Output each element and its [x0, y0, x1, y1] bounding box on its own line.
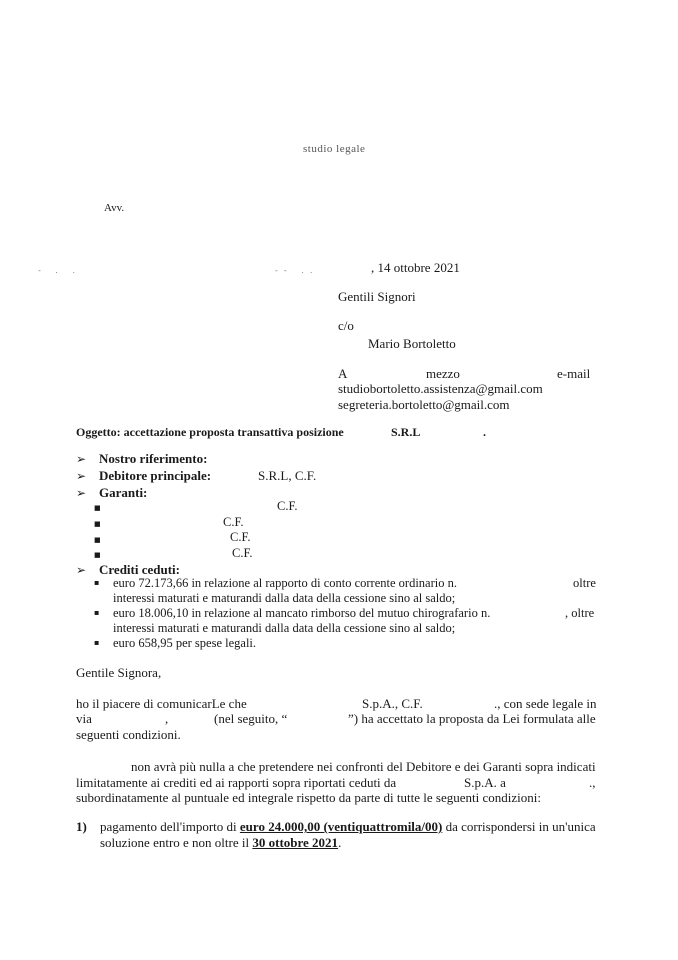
- para1-text: ”) ha accettato la proposta da Lei formulata alle: [348, 711, 596, 726]
- nostro-riferimento-label: Nostro riferimento:: [99, 451, 208, 466]
- subject-company: S.R.L: [391, 425, 421, 439]
- para1-text: ho il piacere di comunicarLe che: [76, 696, 247, 711]
- crediti-label: Crediti ceduti:: [99, 562, 180, 577]
- credito-line: euro 18.006,10 in relazione al mancato rimborso del mutuo chirografario n.: [113, 606, 491, 620]
- recipient-co: c/o: [338, 318, 354, 333]
- para2-text: subordinatamente al puntuale ed integrale rispetto da parte di tutte le seguenti condizioni:: [76, 790, 541, 805]
- garanti-label: Garanti:: [99, 485, 148, 500]
- arrow-bullet-icon: ➢: [76, 563, 87, 577]
- garante-cf: C.F.: [230, 530, 251, 544]
- condition-text-line2: [100, 835, 341, 851]
- lawyer-name: Avv.: [104, 202, 125, 214]
- credito-line: euro 658,95 per spese legali.: [113, 636, 257, 650]
- delivery-email-label: e-mail: [557, 366, 591, 381]
- square-bullet-icon: ■: [94, 520, 101, 528]
- scan-marks-mid: -- ..: [275, 266, 319, 275]
- subject-dot: .: [483, 425, 486, 439]
- para1-text: S.p.A., C.F.: [362, 696, 423, 711]
- square-bullet-icon: ■: [94, 504, 101, 512]
- square-bullet-icon: ■: [94, 551, 101, 559]
- para2-text: non avrà più nulla a che pretendere nei confronti del Debitore e dei Garanti sopra indicati: [131, 759, 596, 774]
- delivery-mezzo: mezzo: [426, 366, 460, 381]
- credito-line-end: , oltre: [565, 606, 595, 620]
- credito-line-end: oltre: [573, 576, 596, 590]
- credito-line: euro 72.173,66 in relazione al rapporto di conto corrente ordinario n.: [113, 576, 457, 590]
- condition-amount: euro 24.000,00 (ventiquattromila/00): [239, 819, 443, 834]
- scan-marks-left: - . .: [38, 266, 82, 275]
- delivery-a: A: [338, 366, 348, 381]
- para2-text: S.p.A. a: [464, 775, 506, 790]
- bullet-icon: ▪: [94, 608, 100, 617]
- condition-deadline: 30 ottobre 2021: [252, 835, 339, 850]
- para1-text: (nel seguito, “: [214, 711, 288, 726]
- credito-line: interessi maturati e maturandi dalla data della cessione sino al saldo;: [113, 621, 456, 635]
- bullet-icon: ▪: [94, 578, 100, 587]
- para1-text: ., con sede legale in: [494, 696, 597, 711]
- credito-line: interessi maturati e maturandi dalla data della cessione sino al saldo;: [113, 591, 456, 605]
- recipient-name: Mario Bortoletto: [368, 336, 456, 351]
- subject-line: Oggetto: accettazione proposta transattiva posizione: [76, 425, 344, 439]
- letter-date: , 14 ottobre 2021: [371, 260, 460, 275]
- arrow-bullet-icon: ➢: [76, 452, 87, 466]
- garante-cf: C.F.: [223, 515, 244, 529]
- condition-number: 1): [76, 819, 87, 834]
- firm-header: studio legale: [303, 143, 366, 155]
- garante-cf: C.F.: [277, 499, 298, 513]
- arrow-bullet-icon: ➢: [76, 469, 87, 483]
- condition-text-d: .: [338, 835, 342, 850]
- para2-text: .,: [589, 775, 596, 790]
- condition-text-c: soluzione entro e non oltre il: [100, 835, 250, 850]
- debitore-label: Debitore principale:: [99, 468, 212, 483]
- condition-text: [100, 819, 596, 835]
- para1-text: via: [76, 711, 92, 726]
- condition-text-b: da corrispondersi in un'unica: [445, 819, 596, 834]
- greeting: Gentile Signora,: [76, 665, 162, 680]
- para1-text: seguenti condizioni.: [76, 727, 181, 742]
- square-bullet-icon: ■: [94, 536, 101, 544]
- garante-cf: C.F.: [232, 546, 253, 560]
- recipient-salutation: Gentili Signori: [338, 289, 416, 304]
- para2-text: limitatamente ai crediti ed ai rapporti sopra riportati ceduti da: [76, 775, 397, 790]
- arrow-bullet-icon: ➢: [76, 486, 87, 500]
- para1-text: ,: [165, 711, 169, 726]
- condition-text-a: pagamento dell'importo di: [100, 819, 237, 834]
- recipient-email-1[interactable]: studiobortoletto.assistenza@gmail.com: [338, 381, 543, 396]
- recipient-email-2[interactable]: segreteria.bortoletto@gmail.com: [338, 397, 510, 412]
- debitore-value: S.R.L, C.F.: [258, 468, 317, 483]
- bullet-icon: ▪: [94, 638, 100, 647]
